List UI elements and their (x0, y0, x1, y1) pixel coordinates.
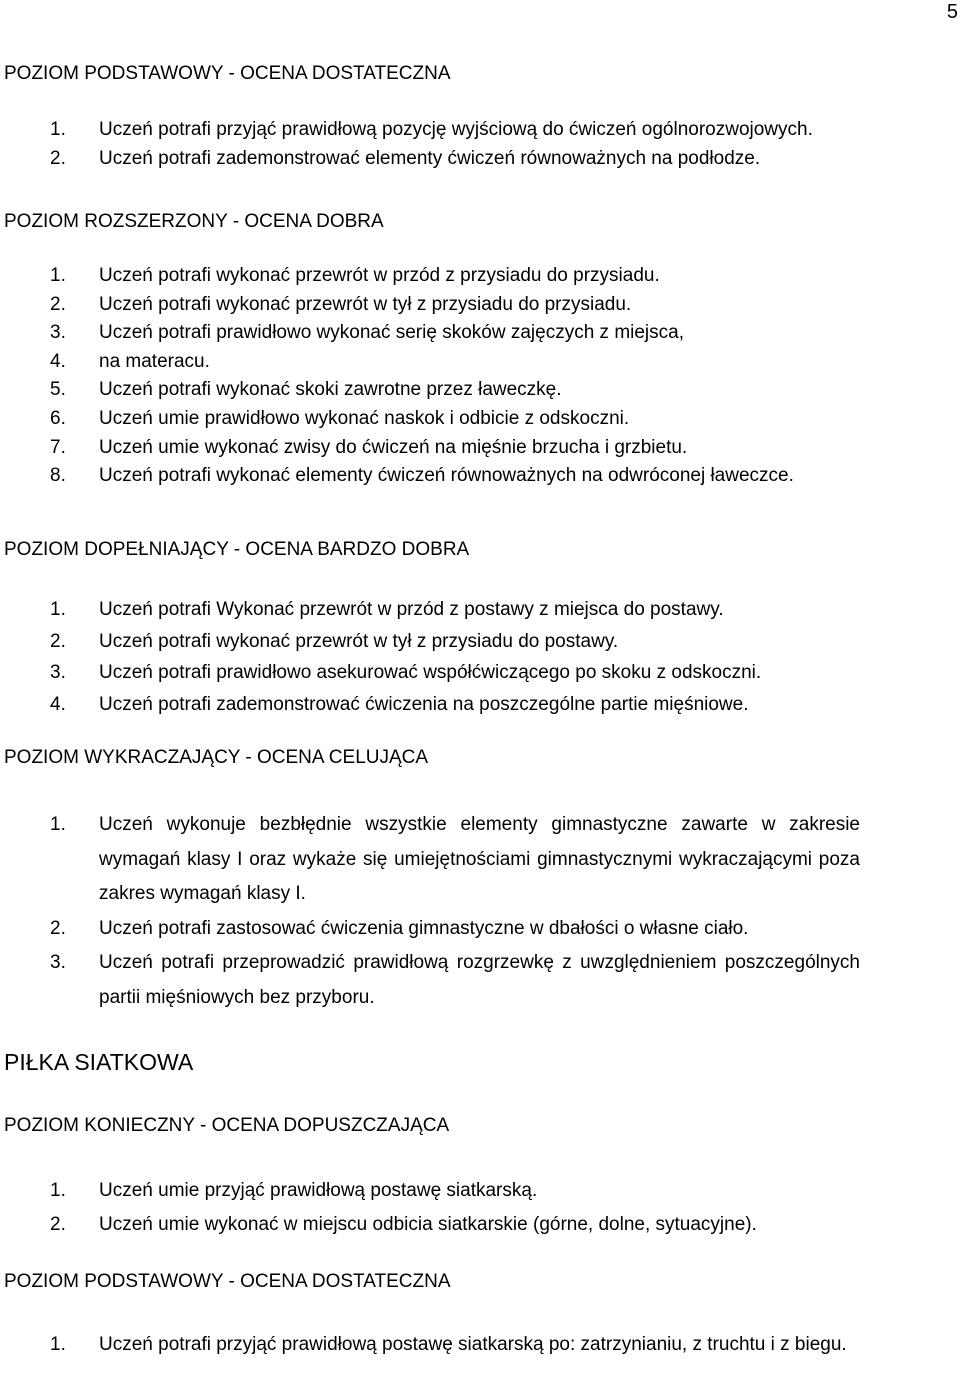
section-heading: POZIOM DOPEŁNIAJĄCY - OCENA BARDZO DOBRA (4, 539, 470, 560)
item-number: 5. (50, 379, 66, 401)
item-text: Uczeń potrafi zastosować ćwiczenia gimnastyczne w dbałości o własne ciało. (99, 917, 749, 939)
list-item (4, 291, 956, 320)
item-text: Uczeń potrafi przyjąć prawidłową postawę siatkarską po: zatrzynianiu, z truchtu i z biegu. (99, 1334, 847, 1355)
list-item (4, 145, 956, 174)
item-text: Uczeń umie przyjąć prawidłową postawę siatkarską. (99, 1180, 538, 1201)
item-number: 3. (50, 322, 66, 344)
item-number: 1. (50, 1334, 66, 1355)
item-number: 1. (50, 1180, 66, 1201)
item-text: Uczeń umie wykonać w miejscu odbicia siatkarskie (górne, dolne, sytuacyjne). (99, 1214, 757, 1235)
list-item (4, 946, 860, 1015)
item-number: 7. (50, 436, 66, 458)
item-text: Uczeń potrafi wykonać elementy ćwiczeń równoważnych na odwróconej ławeczce. (99, 465, 794, 487)
item-number: 8. (50, 465, 66, 487)
item-number: 2. (50, 917, 66, 939)
item-text: Uczeń wykonuje bezbłędnie wszystkie elementy gimnastyczne zawarte w zakresie wymagań klasy I oraz wykaże się umiejętnościami gimnastycznymi wykraczającymi poza zakres wymagań klasy I. (99, 814, 860, 904)
list-item (4, 262, 956, 291)
item-text: Uczeń potrafi prawidłowo asekurować współćwiczącego po skoku z odskoczni. (99, 662, 762, 683)
item-text: Uczeń umie prawidłowo wykonać naskok i odbicie z odskoczni. (99, 407, 630, 429)
item-number: 2. (50, 1214, 66, 1235)
list-item (4, 1208, 956, 1242)
item-number: 6. (50, 407, 66, 429)
section-heading: POZIOM WYKRACZAJĄCY - OCENA CELUJĄCA (4, 747, 429, 768)
list-item (4, 116, 956, 145)
list-item (4, 434, 956, 463)
item-number: 4. (50, 350, 66, 372)
item-number: 3. (50, 952, 66, 973)
page-number: 5 (946, 1, 958, 23)
item-text: Uczeń potrafi wykonać przewrót w przód z przysiadu do przysiadu. (99, 265, 660, 286)
section-heading: POZIOM PODSTAWOWY - OCENA DOSTATECZNA (4, 63, 451, 84)
item-text: Uczeń potrafi zademonstrować elementy ćwiczeń równoważnych na podłodze. (99, 147, 761, 169)
requirements-list (4, 1328, 860, 1363)
item-number: 2. (50, 630, 66, 652)
section-heading: POZIOM KONIECZNY - OCENA DOPUSZCZAJĄCA (4, 1115, 450, 1136)
requirements-list (4, 116, 956, 173)
requirements-list (4, 808, 860, 1015)
list-item (4, 462, 956, 491)
item-number: 2. (50, 147, 66, 169)
section-heading: POZIOM ROZSZERZONY - OCENA DOBRA (4, 211, 384, 232)
section-heading: POZIOM PODSTAWOWY - OCENA DOSTATECZNA (4, 1271, 451, 1292)
item-number: 4. (50, 693, 66, 715)
list-item (4, 594, 956, 626)
item-number: 1. (50, 599, 66, 620)
list-item (4, 657, 956, 689)
item-text: Uczeń potrafi przyjąć prawidłową pozycję wyjściową do ćwiczeń ogólnorozwojowych. (99, 119, 813, 140)
volleyball-title: PIŁKA SIATKOWA (4, 1049, 194, 1075)
item-text: Uczeń potrafi Wykonać przewrót w przód z postawy z miejsca do postawy. (99, 599, 724, 620)
item-text: Uczeń potrafi prawidłowo wykonać serię skoków zajęczych z miejsca, (99, 322, 685, 344)
list-item (4, 1328, 860, 1363)
list-item (4, 319, 956, 348)
item-text: Uczeń potrafi zademonstrować ćwiczenia na poszczególne partie mięśniowe. (99, 693, 749, 715)
item-text: Uczeń potrafi wykonać skoki zawrotne przez ławeczkę. (99, 379, 562, 401)
requirements-list (4, 262, 956, 491)
list-item (4, 689, 956, 721)
item-text: na materacu. (99, 350, 210, 372)
requirements-list (4, 594, 956, 720)
item-text: Uczeń umie wykonać zwisy do ćwiczeń na mięśnie brzucha i grzbietu. (99, 436, 688, 458)
item-number: 2. (50, 293, 66, 315)
list-item (4, 808, 860, 912)
item-number: 1. (50, 814, 66, 835)
item-text: Uczeń potrafi wykonać przewrót w tył z przysiadu do przysiadu. (99, 293, 632, 315)
item-text: Uczeń potrafi wykonać przewrót w tył z przysiadu do postawy. (99, 630, 619, 652)
item-text: Uczeń potrafi przeprowadzić prawidłową rozgrzewkę z uwzględnieniem poszczególnych partii mięśniowych bez przyboru. (99, 952, 860, 1008)
list-item (4, 405, 956, 434)
item-number: 3. (50, 662, 66, 683)
requirements-list (4, 1174, 956, 1242)
item-number: 1. (50, 119, 66, 140)
list-item (4, 348, 956, 377)
list-item (4, 376, 956, 405)
item-number: 1. (50, 265, 66, 286)
list-item (4, 912, 860, 947)
list-item (4, 626, 956, 658)
list-item (4, 1174, 956, 1208)
